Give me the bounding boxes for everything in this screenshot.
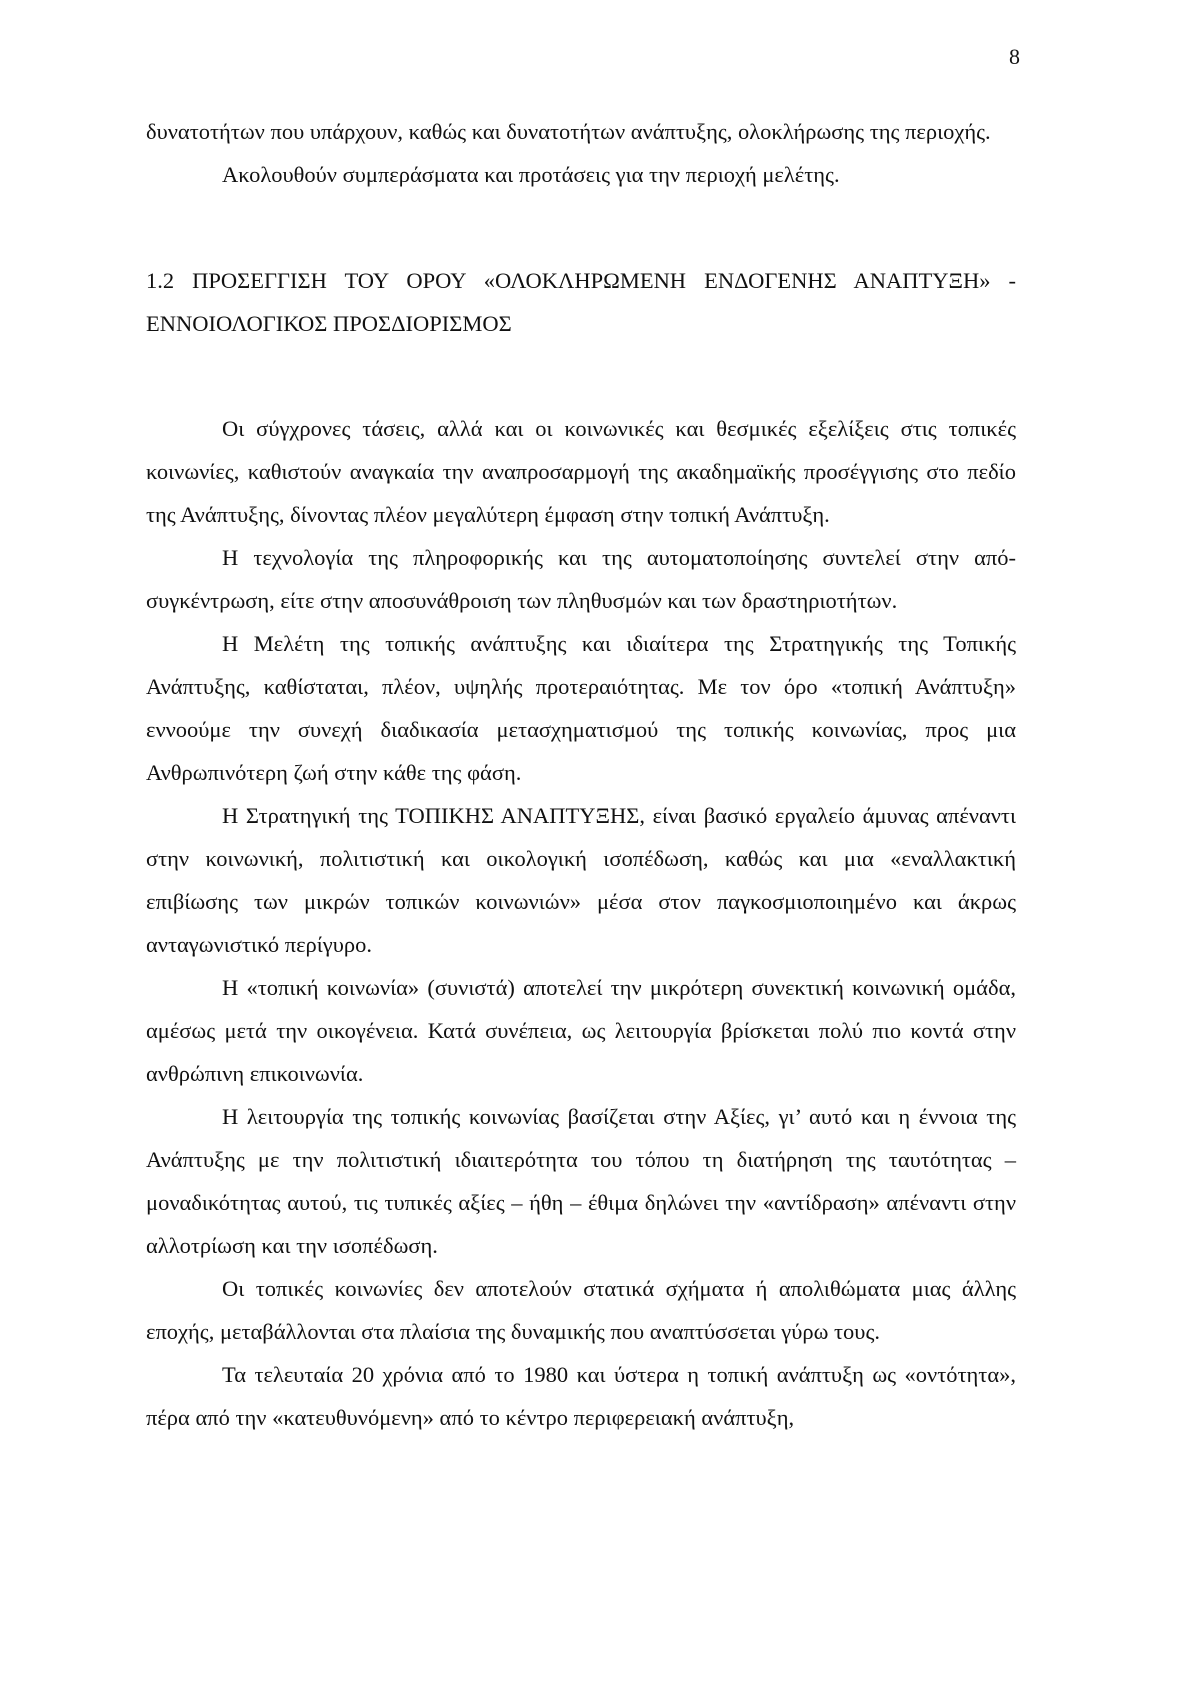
paragraph: Η Στρατηγική της ΤΟΠΙΚΗΣ ΑΝΑΠΤΥΞΗΣ, είναι βασικό εργαλείο άμυνας απέναντι στην κοινωνική, πολιτιστική και οικολογική ισοπέδωση, καθώς και μια «εναλλακτική επιβίωσης των μικρών τοπικών κοινωνιών» μέσα στον παγκοσμιοποιημένο και άκρως ανταγωνιστικό περίγυρο. <box>146 803 1016 957</box>
paragraph: Οι τοπικές κοινωνίες δεν αποτελούν στατικά σχήματα ή απολιθώματα μιας άλλης εποχής, μεταβάλλονται στα πλαίσια της δυναμικής που αναπτύσσεται γύρω τους. <box>146 1276 1016 1344</box>
paragraph: Η Μελέτη της τοπικής ανάπτυξης και ιδιαίτερα της Στρατηγικής της Τοπικής Ανάπτυξης, καθίσταται, πλέον, υψηλής προτεραιότητας. Με τον όρο «τοπική Ανάπτυξη» εννοούμε την συνεχή διαδικασία μετασχηματισμού της τοπικής κοινωνίας, προς μια Ανθρωπινότερη ζωή στην κάθε της φάση. <box>146 631 1016 785</box>
paragraph: Οι σύγχρονες τάσεις, αλλά και οι κοινωνικές και θεσμικές εξελίξεις στις τοπικές κοινωνίες, καθιστούν αναγκαία την αναπροσαρμογή της ακαδημαϊκής προσέγγισης στο πεδίο της Ανάπτυξης, δίνοντας πλέον μεγαλύτερη έμφαση στην τοπική Ανάπτυξη. <box>146 416 1016 527</box>
section-heading: 1.2 ΠΡΟΣΕΓΓΙΣΗ ΤΟΥ ΟΡΟΥ «ΟΛΟΚΛΗΡΩΜΕΝΗ ΕΝΔΟΓΕΝΗΣ ΑΝΑΠΤΥΞΗ» - ΕΝΝΟΙΟΛΟΓΙΚΟΣ ΠΡΟΣΔΙΟΡΙΣΜΟΣ <box>146 268 1016 336</box>
paragraph: Η λειτουργία της τοπικής κοινωνίας βασίζεται στην Αξίες, γι’ αυτό και η έννοια της Ανάπτυξης με την πολιτιστική ιδιαιτερότητα του τόπου τη διατήρηση της ταυτότητας – μοναδικότητας αυτού, τις τυπικές αξίες – ήθη – έθιμα δηλώνει την «αντίδραση» απέναντι στην αλλοτρίωση και την ισοπέδωση. <box>146 1104 1016 1258</box>
page-number: 8 <box>1009 44 1020 69</box>
paragraph: Τα τελευταία 20 χρόνια από το 1980 και ύστερα η τοπική ανάπτυξη ως «οντότητα», πέρα από την «κατευθυνόμενη» από το κέντρο περιφερειακή ανάπτυξη, <box>146 1362 1016 1430</box>
paragraph-continued: δυνατοτήτων που υπάρχουν, καθώς και δυνατοτήτων ανάπτυξης, ολοκλήρωσης της περιοχής. <box>146 119 991 144</box>
document-body <box>146 110 1016 1439</box>
paragraph: Η τεχνολογία της πληροφορικής και της αυτοματοποίησης συντελεί στην από-συγκέντρωση, είτε στην αποσυνάθροιση των πληθυσμών και των δραστηριοτήτων. <box>146 545 1016 613</box>
paragraph: Η «τοπική κοινωνία» (συνιστά) αποτελεί την μικρότερη συνεκτική κοινωνική ομάδα, αμέσως μετά την οικογένεια. Κατά συνέπεια, ως λειτουργία βρίσκεται πολύ πιο κοντά στην ανθρώπινη επικοινωνία. <box>146 975 1016 1086</box>
paragraph-conclusions: Ακολουθούν συμπεράσματα και προτάσεις για την περιοχή μελέτης. <box>222 162 840 187</box>
